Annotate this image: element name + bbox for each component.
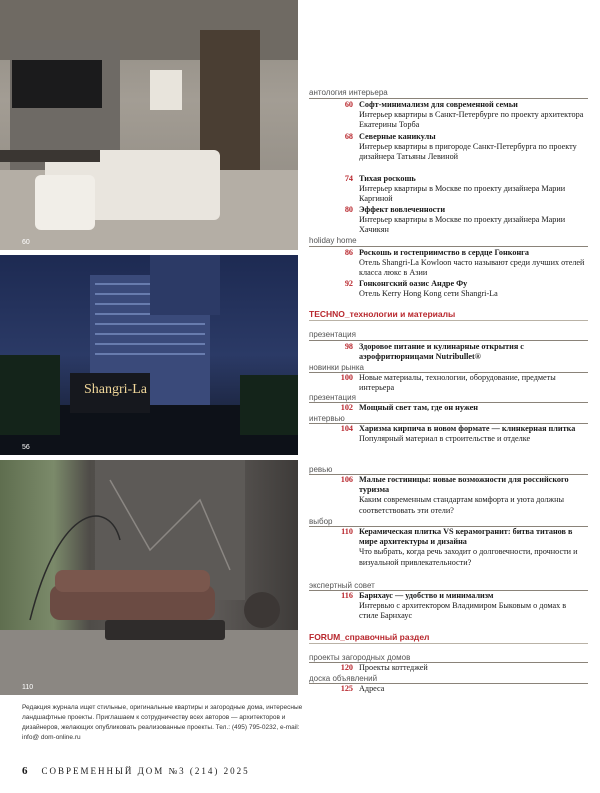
magazine-issue: СОВРЕМЕННЫЙ ДОМ №3 (214) 2025 <box>41 766 250 776</box>
hotel-illustration <box>0 255 298 455</box>
entry-desc: Что выбрать, когда речь заходит о долговечности, прочности и визуальной привлекательности? <box>359 547 578 567</box>
interior-photo-1 <box>0 0 298 250</box>
entry-desc: Интерьер квартиры в Москве по проекту дизайнера Марии Хачикян <box>359 215 566 235</box>
entry-title: Харизма кирпича в новом формате — клинкерная плитка <box>359 424 576 433</box>
toc-entry[interactable] <box>309 279 591 299</box>
page-number: 6 <box>22 765 28 777</box>
label-choice: выбор <box>309 517 333 526</box>
toc-entry[interactable] <box>309 132 591 163</box>
editorial-note: Редакция журнала ищет стильные, оригинальные квартиры и загородные дома, интересные ландшафтные проекты. Приглашаем к сотрудничеству всех авторов — архитекторов и дизайнеров, желающих опубликовать реализованные проекты. Тел.: (495) 795-0232, e-mail: info@ dom-online.ru <box>22 704 303 741</box>
entry-desc: Популярный материал в строительстве и отделке <box>359 434 531 444</box>
living-room-illustration <box>0 460 298 695</box>
photo-page-number: 60 <box>22 239 30 246</box>
entry-page: 100 <box>340 373 353 382</box>
entry-title: Здоровое питание и кулинарные открытия с аэрофритюрницами Nutribullet® <box>359 342 524 362</box>
photo-page-number: 110 <box>22 684 34 691</box>
entry-page: 104 <box>340 424 353 433</box>
toc-entry[interactable] <box>309 591 591 622</box>
entry-page: 116 <box>341 591 353 600</box>
entry-page: 110 <box>341 527 353 536</box>
entry-page: 120 <box>340 663 353 672</box>
divider <box>309 246 588 247</box>
label-projects: проекты загородных домов <box>309 653 411 662</box>
entry-title: Роскошь и гостеприимство в сердце Гонконга <box>359 248 529 257</box>
photo-page-number: 56 <box>22 444 30 451</box>
entry-page: 60 <box>344 100 353 109</box>
entry-desc: Отель Kerry Hong Kong сети Shangri-La <box>359 289 498 299</box>
label-interview: интервью <box>309 414 345 423</box>
entry-page: 98 <box>344 342 353 351</box>
toc-entry[interactable] <box>309 342 591 362</box>
toc-entry[interactable] <box>309 205 591 236</box>
entry-page: 102 <box>340 403 353 412</box>
entry-desc: Адреса <box>359 684 385 693</box>
entry-title: Малые гостиницы: новые возможности для российского туризма <box>359 475 569 495</box>
living-room-photo <box>0 460 298 695</box>
toc-entry[interactable] <box>309 248 591 279</box>
divider <box>309 643 588 644</box>
entry-desc: Интерьер квартиры в Москве по проекту дизайнера Марии Каргиной <box>359 184 566 204</box>
entry-page: 86 <box>344 248 353 257</box>
toc-entry[interactable] <box>309 373 591 393</box>
entry-title: Тихая роскошь <box>359 174 416 183</box>
label-presentation: презентация <box>309 393 356 402</box>
label-board: доска объявлений <box>309 674 378 683</box>
entry-desc: Интервью с архитектором Владимиром Быковым о домах в стиле Барнхаус <box>359 601 567 621</box>
toc-entry[interactable] <box>309 174 591 205</box>
entry-page: 92 <box>344 279 353 288</box>
entry-page: 125 <box>340 684 353 693</box>
entry-title: Софт-минимализм для современной семьи <box>359 100 518 109</box>
section-techno: TECHNO_технологии и материалы <box>309 309 456 319</box>
label-presentation: презентация <box>309 330 356 339</box>
entry-title: Эффект вовлеченности <box>359 205 446 214</box>
entry-page: 106 <box>340 475 353 484</box>
toc-entry[interactable] <box>309 684 591 694</box>
entry-title: Барнхаус — удобство и минимализм <box>359 591 494 600</box>
entry-page: 80 <box>344 205 353 214</box>
toc-entry[interactable] <box>309 403 591 413</box>
entry-desc: Интерьер квартиры в Санкт-Петербурге по проекту архитектора Екатерины Торба <box>359 110 584 130</box>
label-market: новинки рынка <box>309 363 364 372</box>
divider <box>309 320 588 321</box>
divider <box>309 98 588 99</box>
entry-desc: Проекты коттеджей <box>359 663 428 672</box>
entry-title: Мощный свет там, где он нужен <box>359 403 479 412</box>
toc-entry[interactable] <box>309 475 591 516</box>
section-forum: FORUM_справочный раздел <box>309 632 430 642</box>
toc-entry[interactable] <box>309 424 591 444</box>
page-footer <box>22 765 250 777</box>
interior-illustration <box>0 0 298 250</box>
entry-page: 68 <box>344 132 353 141</box>
label-review: ревью <box>309 465 333 474</box>
entry-title: Керамическая плитка VS керамогранит: битва титанов в мире архитектуры и дизайна <box>359 527 573 547</box>
entry-title: Северные каникулы <box>359 132 436 141</box>
entry-desc: Отель Shangri-La Kowloon часто называют среди лучших отелей класса люкс в Азии <box>359 258 585 278</box>
hotel-photo <box>0 255 298 455</box>
toc-entry[interactable] <box>309 100 591 131</box>
hotel-sign: Shangri-La <box>84 382 147 397</box>
section-holiday: holiday home <box>309 236 357 245</box>
entry-desc: Каким современным стандартам комфорта и уюта должны соответствовать эти отели? <box>359 495 564 515</box>
label-expert: экспертный совет <box>309 581 375 590</box>
entry-desc: Новые материалы, технологии, оборудование, предметы интерьера <box>359 373 556 393</box>
entry-page: 74 <box>344 174 353 183</box>
entry-desc: Интерьер квартиры в пригороде Санкт-Петербурга по проекту дизайнера Татьяны Левиной <box>359 142 577 162</box>
divider <box>309 340 588 341</box>
entry-title: Гонконгский оазис Андре Фу <box>359 279 468 288</box>
toc-entry[interactable] <box>309 527 591 568</box>
section-anthology: антология интерьера <box>309 88 388 97</box>
toc-entry[interactable] <box>309 663 591 673</box>
